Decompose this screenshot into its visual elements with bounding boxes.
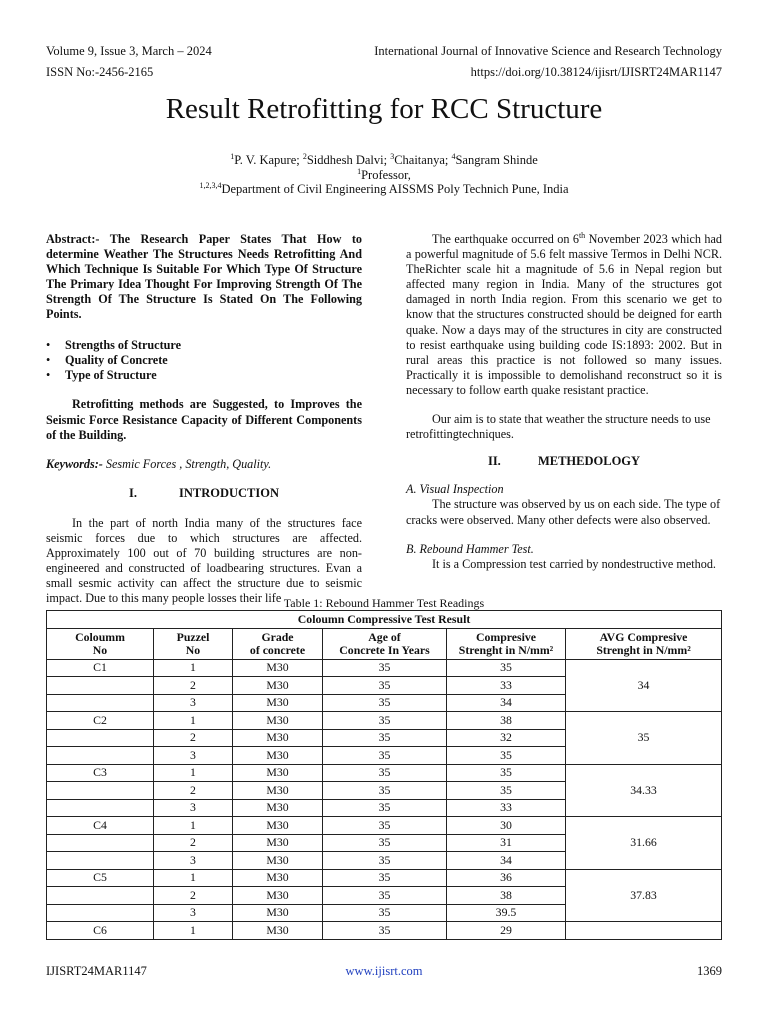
col-header-age (323, 628, 447, 659)
table-cell: 2 (154, 834, 233, 852)
rebound-hammer-text: It is a Compression test carried by nondestructive method. (432, 556, 716, 571)
table-row (47, 817, 722, 835)
table-header-row (47, 628, 722, 659)
header-line: Compresive (475, 629, 537, 644)
table-cell: 33 (447, 799, 566, 817)
table-cell: M30 (233, 729, 323, 747)
table-row (47, 659, 722, 677)
header-line: Puzzel (176, 629, 210, 644)
avg-strength-cell: 37.83 (566, 869, 722, 922)
footer-website-link[interactable]: www.ijisrt.com (345, 964, 423, 978)
table-cell: M30 (233, 694, 323, 712)
table-cell: M30 (233, 677, 323, 695)
table-cell: 2 (154, 887, 233, 905)
ordinal-sup: th (578, 230, 586, 240)
table-row (47, 922, 722, 940)
right-column (406, 232, 722, 572)
key-point-text: Quality of Concrete (65, 352, 168, 367)
eq-text-b: November 2023 which had a powerful magnitude of 5.6 felt massive Termos in Delhi NCR. TheRichter scale hit a magnitude of 5.6 in Nepal region but affected many region in India. Many of the structures got damaged in north India region. From this scenario we get to know that the structures constructed should be deigned for earth quake. Now a days may of the structures in city are constructed to resist earthquake using building code IS:1893: 2002. But in rural areas this practice is not followed so many issues. Practically it is impossible to demolishand reconstruct so it is necessary to follow earth quake resistant practice. (406, 232, 722, 397)
table-cell: C3 (47, 764, 154, 782)
table-cell: 30 (447, 817, 566, 835)
rebound-hammer-table (46, 610, 722, 940)
table-cell: 3 (154, 852, 233, 870)
table-main-header: Coloumn Compressive Test Result (47, 611, 722, 629)
table-cell: 1 (154, 817, 233, 835)
bullet-icon: • (46, 352, 51, 367)
table-cell: 35 (323, 694, 447, 712)
table-cell: C5 (47, 869, 154, 887)
author-sup: 4 (451, 151, 456, 161)
bullet-icon: • (46, 368, 51, 383)
table-cell: 34 (447, 694, 566, 712)
table-row (47, 869, 722, 887)
avg-strength-cell (566, 922, 722, 940)
section-heading-methodology (406, 454, 722, 469)
section-number: II. (487, 454, 501, 469)
section-title: INTRODUCTION (178, 485, 279, 500)
key-point-text: Type of Structure (65, 368, 157, 383)
key-point (46, 353, 362, 368)
header-line: Coloumm (75, 629, 125, 644)
table-cell (47, 887, 154, 905)
section-heading-introduction (46, 486, 362, 501)
table-cell: 1 (154, 869, 233, 887)
table-cell: 35 (323, 817, 447, 835)
table-caption: Table 1: Rebound Hammer Test Readings (283, 596, 485, 610)
author-list (0, 153, 768, 168)
author-name: P. V. Kapure; (234, 153, 303, 167)
table-cell: C1 (47, 659, 154, 677)
col-header-avg-strength (566, 628, 722, 659)
author-block (0, 153, 768, 197)
author-sup: 2 (302, 151, 307, 161)
table-cell: 35 (447, 764, 566, 782)
left-column (46, 232, 362, 606)
table-cell: 34 (447, 852, 566, 870)
col-header-puzzel (154, 628, 233, 659)
intro-paragraph: In the part of north India many of the structures face seismic forces due to which structures are affected. Approximately 100 out of 70 building structures are non-engineered and constructed of loadbearing structures. Evan a small sesmic activity can affect the structure due to seismic impact. Due to this many people losses their life (46, 515, 362, 606)
col-header-grade (233, 628, 323, 659)
affiliation-text: Department of Civil Engineering AISSMS Poly Technich Pune, India (221, 182, 569, 196)
visual-inspection-text: The structure was observed by us on each side. The type of cracks were observed. Many other defects were also observed. (406, 497, 721, 527)
section-title: METHEDOLOGY (537, 454, 641, 469)
table-cell: 35 (323, 922, 447, 940)
table-cell: 1 (154, 764, 233, 782)
col-header-strength (447, 628, 566, 659)
avg-strength-cell: 34 (566, 659, 722, 712)
table-cell: 35 (447, 659, 566, 677)
table-cell: M30 (233, 904, 323, 922)
table-cell: M30 (233, 817, 323, 835)
header-line: Concrete In Years (339, 642, 430, 657)
paper-title: Result Retrofitting for RCC Structure (165, 93, 603, 125)
author-sup: 1,2,3,4 (199, 180, 222, 190)
table-cell (47, 729, 154, 747)
key-point-text: Strengths of Structure (65, 337, 182, 352)
key-point (46, 338, 362, 353)
table-cell: 35 (447, 782, 566, 800)
table-cell: 35 (323, 869, 447, 887)
table-cell: 1 (154, 659, 233, 677)
header-line: No (92, 642, 108, 657)
avg-strength-cell: 35 (566, 712, 722, 765)
table-cell: M30 (233, 764, 323, 782)
table-cell: M30 (233, 712, 323, 730)
subheading-rebound-hammer: B. Rebound Hammer Test. (406, 541, 534, 556)
col-header-column (47, 628, 154, 659)
header-line: of concrete (249, 642, 306, 657)
journal-name: International Journal of Innovative Science and Research Technology (374, 44, 722, 58)
footer-id: IJISRT24MAR1147 (46, 964, 147, 978)
eq-text-a: The earthquake occurred on 6 (432, 232, 579, 246)
table-cell: 35 (323, 852, 447, 870)
table-cell: 32 (447, 729, 566, 747)
table-cell: 3 (154, 747, 233, 765)
table-cell: M30 (233, 922, 323, 940)
table-row (47, 712, 722, 730)
author-name: Chaitanya; (394, 153, 452, 167)
abstract: Abstract:- The Research Paper States That How to determine Weather The Structures Needs Retrofitting And Which Technique Is Suitable For Which Type Of Structure The Primary Idea Thought For Improving Strength Of The Strength Of The Structure Is Stated On The Following Points. (46, 232, 362, 322)
table-cell (47, 799, 154, 817)
header-line: Strenght in N/mm² (596, 642, 691, 657)
table-cell: 29 (447, 922, 566, 940)
author-name: Sangram Shinde (455, 153, 538, 167)
author-role (0, 168, 768, 183)
table-row (47, 764, 722, 782)
table-cell: 2 (154, 782, 233, 800)
table-cell: 35 (323, 677, 447, 695)
table-cell: 35 (323, 782, 447, 800)
author-name: Siddhesh Dalvi; (306, 153, 391, 167)
table-cell: M30 (233, 659, 323, 677)
table-cell: 36 (447, 869, 566, 887)
affiliation (0, 182, 768, 197)
table-cell: 39.5 (447, 904, 566, 922)
table-cell (47, 782, 154, 800)
table-cell: 35 (323, 747, 447, 765)
key-points-list (46, 338, 362, 384)
table-cell: 35 (323, 887, 447, 905)
table-cell: 1 (154, 712, 233, 730)
table-cell: 35 (323, 659, 447, 677)
volume-info: Volume 9, Issue 3, March – 2024 (46, 44, 212, 58)
avg-strength-cell: 31.66 (566, 817, 722, 870)
table-cell: 38 (447, 712, 566, 730)
issn: ISSN No:-2456-2165 (46, 65, 154, 79)
doi-link[interactable]: https://doi.org/10.38124/ijisrt/IJISRT24MAR1147 (470, 65, 722, 79)
table-cell: 35 (323, 712, 447, 730)
key-point (46, 368, 362, 383)
role-text: Professor, (361, 167, 411, 182)
keywords (46, 457, 362, 472)
author-sup: 1 (357, 166, 362, 176)
table-cell: 33 (447, 677, 566, 695)
table-cell: 1 (154, 922, 233, 940)
table-cell: 35 (323, 799, 447, 817)
table-cell: 35 (447, 747, 566, 765)
table-cell: 35 (323, 904, 447, 922)
table-cell: C2 (47, 712, 154, 730)
table-cell: 3 (154, 904, 233, 922)
avg-strength-cell: 34.33 (566, 764, 722, 817)
table-cell: 2 (154, 729, 233, 747)
table-cell: 31 (447, 834, 566, 852)
bullet-icon: • (46, 337, 51, 352)
header-line: AVG Compresive (599, 629, 688, 644)
header-line: Grade (261, 629, 294, 644)
table-cell: 35 (323, 764, 447, 782)
author-sup: 1 (230, 151, 235, 161)
table-cell: 38 (447, 887, 566, 905)
table-cell: C6 (47, 922, 154, 940)
table-cell (47, 747, 154, 765)
table-cell: 2 (154, 677, 233, 695)
table-cell: C4 (47, 817, 154, 835)
keywords-label: Keywords:- (46, 456, 103, 471)
subheading-visual-inspection: A. Visual Inspection (406, 482, 504, 497)
table-cell: 35 (323, 729, 447, 747)
table-cell: M30 (233, 782, 323, 800)
header-line: No (185, 642, 201, 657)
table-cell (47, 677, 154, 695)
table-cell (47, 694, 154, 712)
table-cell (47, 852, 154, 870)
author-sup: 3 (390, 151, 395, 161)
table-body (47, 659, 722, 939)
page-number: 1369 (697, 964, 722, 978)
table-cell: M30 (233, 852, 323, 870)
retrofit-statement: Retrofitting methods are Suggested, to Improves the Seismic Force Resistance Capacity of Different Components of the Building. (46, 397, 362, 442)
earthquake-paragraph (406, 232, 722, 398)
table-cell: M30 (233, 834, 323, 852)
table-cell (47, 904, 154, 922)
table-cell: M30 (233, 887, 323, 905)
table-cell (47, 834, 154, 852)
table-cell: M30 (233, 747, 323, 765)
table-cell: M30 (233, 869, 323, 887)
header-line: Age of (368, 629, 401, 644)
aim-paragraph: Our aim is to state that weather the structure needs to use retrofittingtechniques. (406, 412, 711, 442)
table-cell: 3 (154, 799, 233, 817)
table-title-row (47, 611, 722, 629)
table-cell: 35 (323, 834, 447, 852)
section-number: I. (128, 485, 137, 500)
keywords-text: Sesmic Forces , Strength, Quality. (102, 456, 272, 471)
table-cell: M30 (233, 799, 323, 817)
header-line: Strenght in N/mm² (458, 642, 554, 657)
table-cell: 3 (154, 694, 233, 712)
